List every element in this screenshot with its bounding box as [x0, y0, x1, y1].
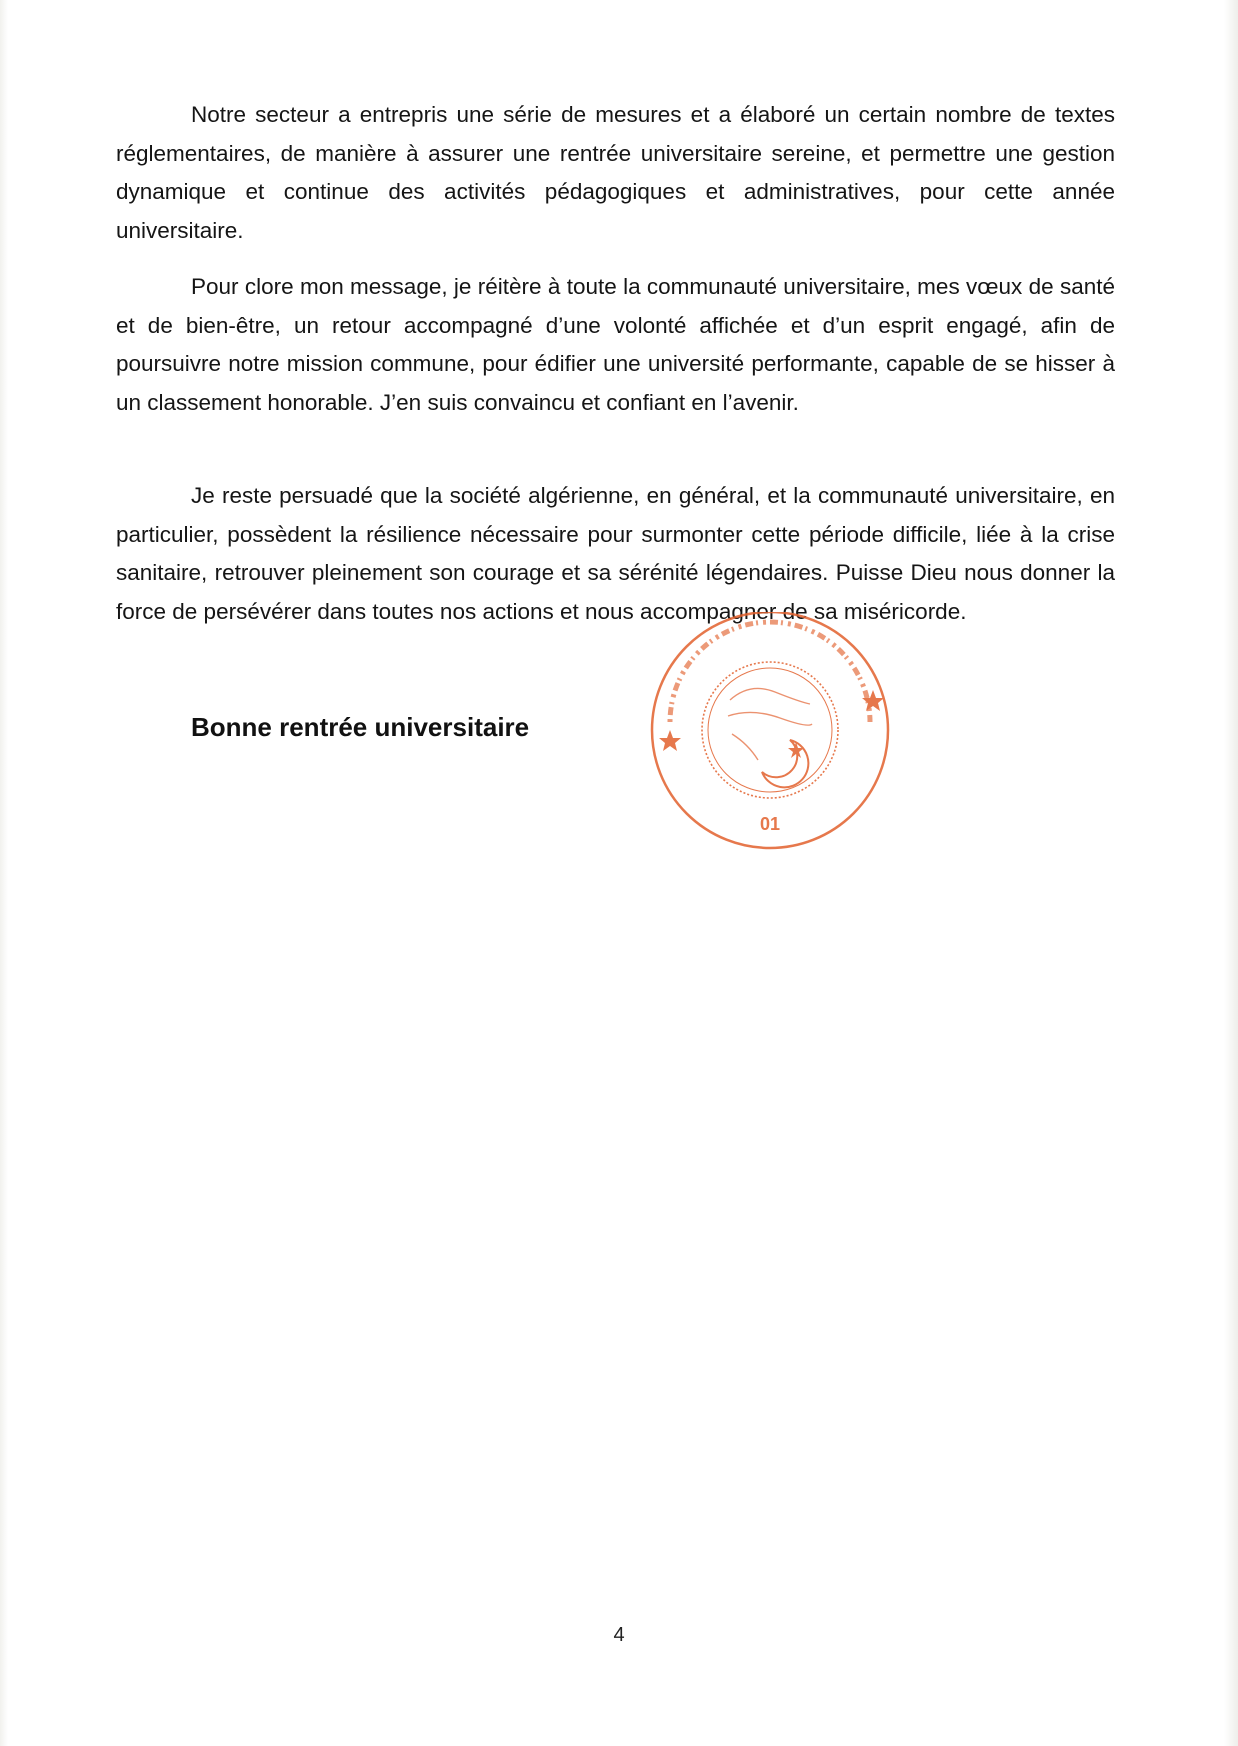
- paragraph-3: Je reste persuadé que la société algérienne, en général, et la communauté universitaire, en particulier, possèdent la résilience nécessaire pour surmonter cette période difficile, liée à la crise sanitaire, retrouver pleinement son courage et sa sérénité légendaires. Puisse Dieu nous donner la force de persévérer dans toutes nos actions et nous accompagner de sa miséricorde.: [116, 483, 1115, 624]
- stamp-outer-ring: [652, 612, 888, 848]
- closing-heading: Bonne rentrée universitaire: [191, 712, 530, 742]
- scan-edge-right: [1224, 0, 1238, 1746]
- stamp-arc-text: [670, 622, 870, 722]
- stamp-emblem-star: [788, 742, 804, 758]
- stamp-star-left: [659, 730, 681, 751]
- stamp-inner-ring: [702, 662, 838, 798]
- page-number: 4: [613, 1624, 625, 1646]
- stamp-number: 01: [759, 814, 781, 834]
- scan-edge-left: [0, 0, 8, 1746]
- stamp-emblem-crescent: [762, 740, 808, 787]
- official-seal-stamp: [640, 612, 900, 852]
- paragraph-1: Notre secteur a entrepris une série de mesures et a élaboré un certain nombre de textes réglementaires, de manière à assurer une rentrée universitaire sereine, et permettre une gestion dynamique et continue des activités pédagogiques et administratives, pour cette année universitaire.: [116, 102, 1115, 243]
- stamp-inner-ring-2: [708, 668, 832, 792]
- paragraph-2: Pour clore mon message, je réitère à toute la communauté universitaire, mes vœux de santé et de bien-être, un retour accompagné d’une volonté affichée et d’un esprit engagé, afin de poursuivre notre mission commune, pour édifier une université performante, capable de se hisser à un classement honorable. J’en suis convaincu et confiant en l’avenir.: [116, 274, 1115, 415]
